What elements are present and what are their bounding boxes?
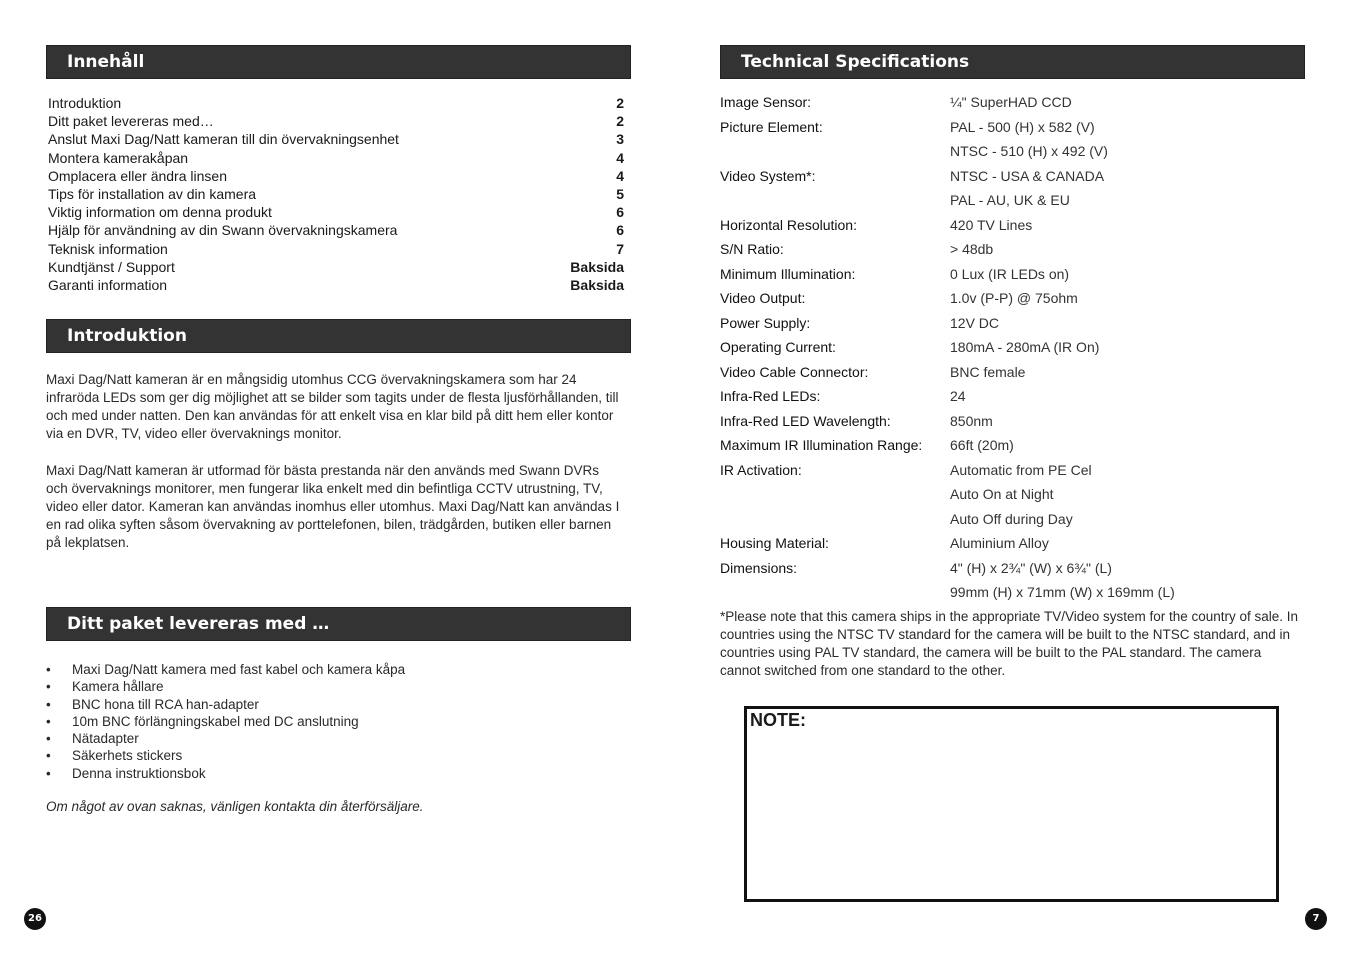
spec-row xyxy=(720,460,1305,485)
spec-label: Video System*: xyxy=(720,167,816,184)
spec-label xyxy=(720,582,950,607)
toc-item-label: Omplacera eller ändra linsen xyxy=(48,167,227,184)
toc-heading: Innehåll xyxy=(46,45,631,79)
bullet-icon: • xyxy=(46,713,51,729)
spec-value: Auto On at Night xyxy=(950,486,1054,502)
list-item xyxy=(46,678,405,695)
spec-row xyxy=(720,582,1305,607)
toc-row xyxy=(48,203,624,221)
list-item-text: Säkerhets stickers xyxy=(72,748,183,764)
list-item xyxy=(46,765,405,782)
list-item xyxy=(46,713,405,730)
spec-value: 24 xyxy=(950,388,966,404)
spec-value: 66ft (20m) xyxy=(950,437,1014,453)
note-box xyxy=(744,706,1279,902)
list-item-text: Kamera hållare xyxy=(72,679,164,695)
toc-item-label: Montera kamerakåpan xyxy=(48,149,189,166)
list-item xyxy=(46,696,405,713)
bullet-icon: • xyxy=(46,731,51,747)
toc-item-label: Kundtjänst / Support xyxy=(48,258,175,275)
toc-item-page: Baksida xyxy=(570,276,624,293)
bullet-icon: • xyxy=(46,679,51,695)
spec-row xyxy=(720,166,1305,191)
spec-value: NTSC - 510 (H) x 492 (V) xyxy=(950,143,1108,159)
list-item xyxy=(46,747,405,764)
spec-label xyxy=(720,190,950,215)
spec-label: Video Cable Connector: xyxy=(720,363,869,380)
bullet-icon: • xyxy=(46,748,51,764)
specs-heading: Technical Specifications xyxy=(720,45,1305,79)
spec-row xyxy=(720,337,1305,362)
toc-item-page: 4 xyxy=(616,149,624,166)
toc-row xyxy=(48,240,624,258)
spec-value: PAL - AU, UK & EU xyxy=(950,192,1070,208)
toc-item-page: 5 xyxy=(616,185,624,202)
spec-row xyxy=(720,190,1305,215)
spec-label: Picture Element: xyxy=(720,118,823,135)
toc-row xyxy=(48,94,624,112)
spec-label: Power Supply: xyxy=(720,314,811,331)
spec-label: Image Sensor: xyxy=(720,94,812,110)
spec-row xyxy=(720,411,1305,436)
note-title: NOTE: xyxy=(750,710,806,730)
intro-paragraph-1: Maxi Dag/Natt kameran är en mångsidig utomhus CCG övervakningskamera som har 24 infraröda LEDs som ger dig möjlighet att se bilder som tagits under de flesta ljusförhållanden, till och med under natten. Den kan användas för att enkelt visa en klar bild på ditt hem eller kontor via en DVR, TV, video eller övervaknings monitor. xyxy=(46,372,619,442)
spec-row xyxy=(720,435,1305,460)
spec-value: NTSC - USA & CANADA xyxy=(950,167,1105,184)
spec-value: Auto Off during Day xyxy=(950,510,1073,527)
spec-label: IR Activation: xyxy=(720,461,802,478)
toc-item-page: 2 xyxy=(616,113,624,130)
spec-label xyxy=(720,484,950,509)
spec-value: 850nm xyxy=(950,412,993,429)
list-item-text: Nätadapter xyxy=(72,731,139,747)
spec-value: ¼" SuperHAD CCD xyxy=(950,94,1072,110)
package-note: Om något av ovan saknas, vänligen kontakta din återförsäljare. xyxy=(46,799,424,814)
spec-value: 180mA - 280mA (IR On) xyxy=(950,339,1100,355)
spec-row xyxy=(720,92,1305,117)
toc-item-label: Ditt paket levereras med… xyxy=(48,113,214,130)
spec-label: Housing Material: xyxy=(720,535,829,551)
page-number-right: 7 xyxy=(1305,908,1327,930)
toc-item-label: Teknisk information xyxy=(48,240,168,257)
toc-item-page: 2 xyxy=(616,95,624,111)
spec-label: Video Output: xyxy=(720,290,806,306)
spec-row xyxy=(720,117,1305,142)
toc-item-label: Viktig information om denna produkt xyxy=(48,204,272,221)
spec-value: 4" (H) x 2¾" (W) x 6¾" (L) xyxy=(950,559,1112,576)
toc-item-page: 7 xyxy=(616,240,624,257)
spec-value: > 48db xyxy=(950,241,994,257)
spec-label xyxy=(720,141,950,166)
page-number-left: 26 xyxy=(24,908,46,930)
spec-value: PAL - 500 (H) x 582 (V) xyxy=(950,118,1095,135)
toc-item-label: Hjälp för användning av din Swann övervakningskamera xyxy=(48,222,398,239)
spec-row xyxy=(720,362,1305,387)
list-item-text: BNC hona till RCA han-adapter xyxy=(72,696,259,712)
spec-label: Infra-Red LEDs: xyxy=(720,388,821,404)
toc-row xyxy=(48,167,624,185)
spec-label: S/N Ratio: xyxy=(720,241,784,257)
spec-row xyxy=(720,509,1305,534)
spec-row xyxy=(720,558,1305,583)
list-item-text: Maxi Dag/Natt kamera med fast kabel och kamera kåpa xyxy=(72,662,406,677)
toc-item-page: 3 xyxy=(616,131,624,148)
toc-item-label: Garanti information xyxy=(48,276,168,293)
spec-row xyxy=(720,484,1305,509)
toc-item-label: Anslut Maxi Dag/Natt kameran till din övervakningsenhet xyxy=(48,131,399,148)
spec-value: 420 TV Lines xyxy=(950,216,1033,233)
spec-value: 12V DC xyxy=(950,314,1000,331)
toc-item-page: 6 xyxy=(616,222,624,239)
spec-row xyxy=(720,313,1305,338)
toc-item-label: Tips för installation av din kamera xyxy=(48,185,257,202)
toc-row xyxy=(48,221,624,239)
spec-row xyxy=(720,239,1305,264)
table-of-contents xyxy=(48,94,624,294)
toc-row xyxy=(48,112,624,130)
toc-row xyxy=(48,276,624,294)
toc-row xyxy=(48,258,624,276)
spec-row xyxy=(720,533,1305,558)
spec-value: 0 Lux (IR LEDs on) xyxy=(950,265,1070,282)
spec-label xyxy=(720,509,950,534)
bullet-icon: • xyxy=(46,662,51,677)
intro-heading: Introduktion xyxy=(46,319,631,353)
list-item xyxy=(46,661,405,678)
bullet-icon: • xyxy=(46,696,51,712)
bullet-icon: • xyxy=(46,765,51,781)
specs-footnote: *Please note that this camera ships in the appropriate TV/Video system for the country of sale. In countries using the NTSC TV standard for the camera will be built to the NTSC standard, and in countries using PAL TV standard, the camera will be built to the PAL standard. The camera cannot switched from one standard to the other. xyxy=(720,609,1299,679)
list-item-text: Denna instruktionsbok xyxy=(72,765,206,781)
spec-row xyxy=(720,141,1305,166)
spec-label: Horizontal Resolution: xyxy=(720,216,857,233)
list-item xyxy=(46,730,405,747)
toc-item-page: Baksida xyxy=(570,258,624,275)
spec-row xyxy=(720,386,1305,411)
spec-label: Minimum Illumination: xyxy=(720,265,856,282)
package-heading: Ditt paket levereras med … xyxy=(46,607,631,641)
spec-row xyxy=(720,264,1305,289)
toc-row xyxy=(48,185,624,203)
spec-value: Aluminium Alloy xyxy=(950,535,1049,551)
spec-value: 1.0v (P-P) @ 75ohm xyxy=(950,290,1078,306)
toc-item-page: 6 xyxy=(616,204,624,221)
toc-row xyxy=(48,130,624,148)
intro-paragraph-2: Maxi Dag/Natt kameran är utformad för bästa prestanda när den används med Swann DVRs och övervaknings monitorer, men fungerar lika enkelt med din befintliga CCTV utrustning, TV, video eller dator. Kameran kan användas inomhus eller utomhus. Maxi Dag/Natt kan användas I en rad olika syften såsom övervakning av porttelefonen, bilen, trädgården, butiken eller barnen på lekplatsen. xyxy=(46,463,620,551)
specs-table xyxy=(720,92,1305,607)
spec-row xyxy=(720,215,1305,240)
spec-label: Dimensions: xyxy=(720,559,798,576)
spec-value: 99mm (H) x 71mm (W) x 169mm (L) xyxy=(950,584,1175,600)
toc-item-label: Introduktion xyxy=(48,95,122,111)
toc-item-page: 4 xyxy=(616,167,624,184)
spec-value: Automatic from PE Cel xyxy=(950,461,1092,478)
spec-value: BNC female xyxy=(950,363,1026,380)
list-item-text: 10m BNC förlängningskabel med DC anslutning xyxy=(72,713,359,729)
spec-label: Maximum IR Illumination Range: xyxy=(720,437,923,453)
spec-label: Operating Current: xyxy=(720,339,836,355)
package-list xyxy=(46,661,405,782)
spec-label: Infra-Red LED Wavelength: xyxy=(720,412,891,429)
spec-row xyxy=(720,288,1305,313)
toc-row xyxy=(48,149,624,167)
